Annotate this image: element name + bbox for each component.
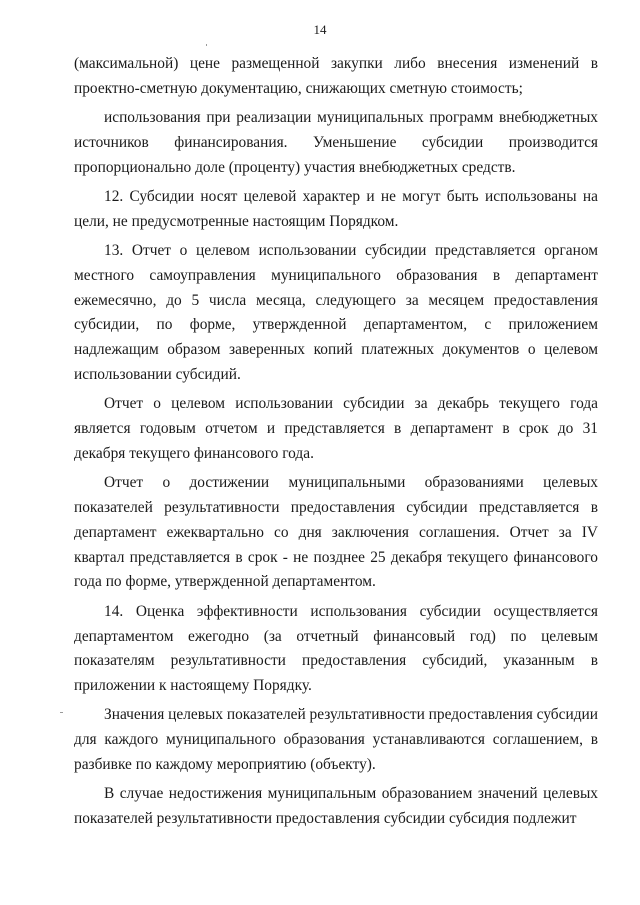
paragraph: использования при реализации муниципальных программ внебюджетных источников финансирования. Уменьшение субсидии производится пропорционально доле (проценту) участия внебюджетных средств.	[74, 109, 598, 176]
paragraph-clause-13: 13. Отчет о целевом использовании субсидии представляется органом местного самоуправления муниципального образования в департамент ежемесячно, до 5 числа месяца, следующего за месяцем предоставления субсидии, по форме, утвержденной департаментом, с приложением надлежащим образом заверенных копий платежных документов о целевом использовании субсидий.	[74, 242, 598, 384]
page-number: 14	[313, 22, 327, 37]
paragraph-clause-12: 12. Субсидии носят целевой характер и не могут быть использованы на цели, не предусмотренные настоящим Порядком.	[74, 187, 598, 230]
paragraph: Отчет о достижении муниципальными образованиями целевых показателей результативности предоставления субсидии представляется в департамент ежеквартально со дня заключения соглашения. Отчет за IV квартал представляется в срок - не позднее 25 декабря текущего финансового года по форме, утвержденной департаментом.	[74, 474, 598, 591]
scan-mark	[206, 44, 207, 46]
paragraph: Отчет о целевом использовании субсидии за декабрь текущего года является годовым отчетом и представляется в департамент в срок до 31 декабря текущего финансового года.	[74, 395, 598, 462]
paragraph: В случае недостижения муниципальным образованием значений целевых показателей результативности предоставления субсидии субсидия подлежит	[74, 785, 598, 828]
paragraph-continuation: (максимальной) цене размещенной закупки либо внесения изменений в проектно-сметную документацию, снижающих сметную стоимость;	[74, 55, 598, 97]
scan-mark	[60, 712, 63, 713]
paragraph: Значения целевых показателей результативности предоставления субсидии для каждого муниципального образования устанавливаются соглашением, в разбивке по каждому мероприятию (объекту).	[74, 706, 599, 774]
paragraph-clause-14: 14. Оценка эффективности использования субсидии осуществляется департаментом ежегодно (за отчетный финансовый год) по целевым показателям результативности предоставления субсидий, указанным в приложении к настоящему Порядку.	[74, 602, 598, 695]
document-body	[74, 52, 598, 836]
